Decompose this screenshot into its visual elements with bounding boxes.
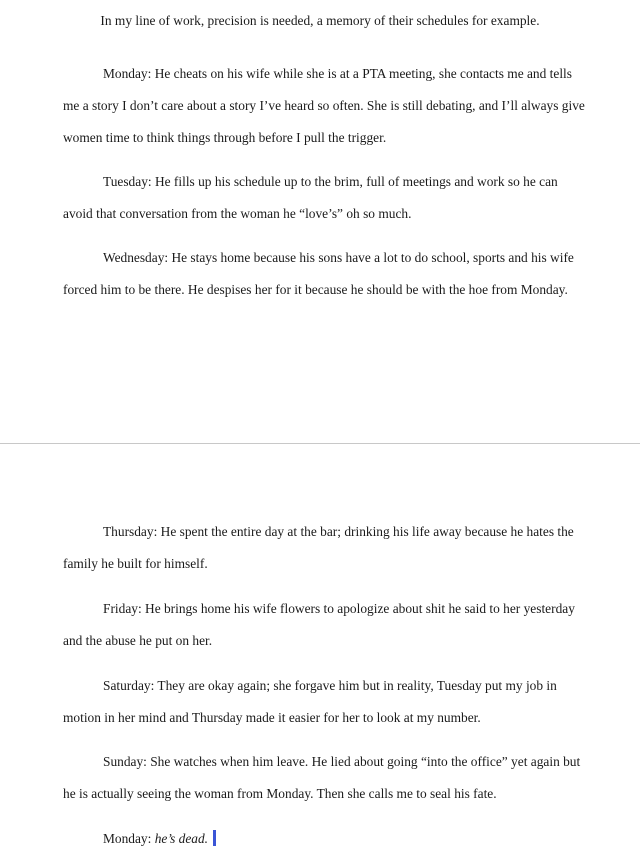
paragraph-line: Friday: He brings home his wife flowers to apologize about shit he said to her yesterday bbox=[103, 601, 575, 616]
intro-paragraph: In my line of work, precision is needed, a memory of their schedules for example. bbox=[100, 13, 540, 28]
paragraph-line: women time to think things through before I pull the trigger. bbox=[63, 130, 387, 145]
paragraph-line: Wednesday: He stays home because his sons have a lot to do school, sports and his wife bbox=[103, 250, 574, 265]
paragraph-line: family he built for himself. bbox=[63, 556, 208, 571]
paragraph-line: motion in her mind and Thursday made it easier for her to look at my number. bbox=[63, 710, 481, 725]
paragraph-line: me a story I don’t care about a story I’ve heard so often. She is still debating, and I’ll always give bbox=[63, 98, 585, 113]
paragraph-monday bbox=[63, 58, 585, 154]
paragraph-wednesday bbox=[63, 242, 574, 306]
paragraph-line: avoid that conversation from the woman he “love’s” oh so much. bbox=[63, 206, 412, 221]
paragraph-friday bbox=[63, 593, 575, 657]
paragraph-line bbox=[63, 823, 216, 855]
paragraph-final-monday[interactable] bbox=[63, 823, 216, 855]
paragraph-saturday bbox=[63, 670, 557, 734]
paragraph-line: Tuesday: He fills up his schedule up to the brim, full of meetings and work so he can bbox=[103, 174, 558, 189]
paragraph-thursday bbox=[63, 516, 574, 580]
paragraph-line: Thursday: He spent the entire day at the bar; drinking his life away because he hates the bbox=[103, 524, 574, 539]
paragraph-tuesday bbox=[63, 166, 558, 230]
paragraph-line: Sunday: She watches when him leave. He lied about going “into the office” yet again but bbox=[103, 754, 581, 769]
paragraph-line: he is actually seeing the woman from Monday. Then she calls me to seal his fate. bbox=[63, 786, 497, 801]
paragraph-line: Saturday: They are okay again; she forgave him but in reality, Tuesday put my job in bbox=[103, 678, 557, 693]
paragraph-line: Monday: He cheats on his wife while she is at a PTA meeting, she contacts me and tells bbox=[103, 66, 572, 81]
paragraph-sunday bbox=[63, 746, 580, 810]
document-page-2 bbox=[0, 444, 640, 853]
paragraph-line: and the abuse he put on her. bbox=[63, 633, 213, 648]
paragraph-line: forced him to be there. He despises her for it because he should be with the hoe from Monday. bbox=[63, 282, 568, 297]
final-line-italic: he’s dead. bbox=[154, 831, 209, 846]
final-line-prefix: Monday: bbox=[103, 831, 155, 846]
text-cursor bbox=[213, 830, 216, 846]
